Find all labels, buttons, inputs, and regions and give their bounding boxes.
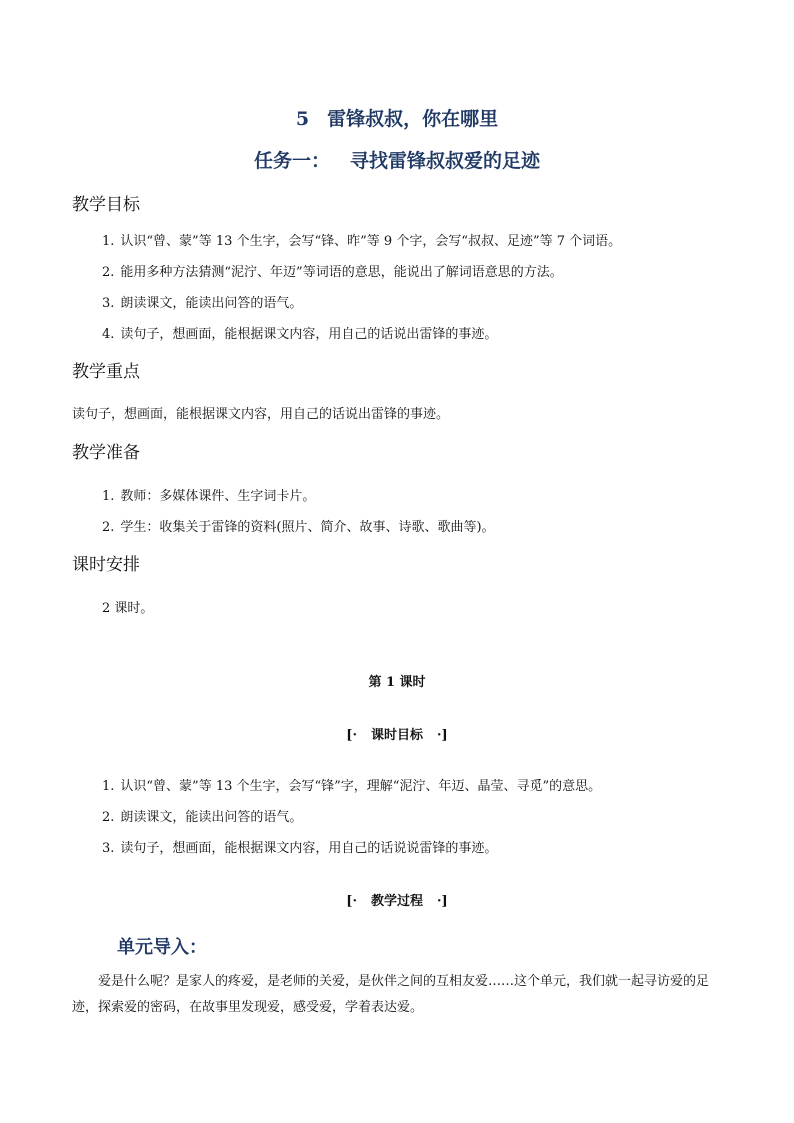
period-goal-text: 朗读课文，能读出问答的语气。	[120, 810, 303, 825]
preparation-number: 1.	[102, 489, 115, 504]
bracket-right: ·]	[437, 728, 448, 743]
teaching-process-heading	[0, 890, 794, 909]
period-goal-item	[102, 775, 601, 794]
period-goal-item	[102, 837, 497, 856]
period-title: 第 1 课时	[368, 675, 426, 690]
bracket-left: [·	[346, 894, 357, 909]
preparation-item	[102, 485, 315, 504]
lesson-title-text: 雷锋叔叔，你在哪里	[327, 108, 499, 130]
objective-number: 4.	[102, 327, 115, 342]
period-goal-text: 认识“曾、蒙”等 13 个生字，会写“锋”字，理解“泥泞、年迈、晶莹、寻觅”的意思。	[120, 779, 602, 794]
period-goals-heading	[0, 724, 794, 743]
objective-item	[102, 292, 302, 311]
task-label: 任务一：	[253, 150, 330, 172]
period-goal-number: 1.	[102, 779, 115, 794]
key-points-heading: 教学重点	[72, 362, 140, 382]
objective-number: 3.	[102, 296, 115, 311]
period-goal-number: 2.	[102, 810, 115, 825]
objective-number: 1.	[102, 234, 115, 249]
objective-item	[102, 323, 497, 342]
preparation-heading: 教学准备	[72, 443, 140, 463]
objective-text: 读句子，想画面，能根据课文内容，用自己的话说出雷锋的事迹。	[120, 327, 498, 342]
period-goals-label: 课时目标	[370, 728, 423, 743]
bracket-left: [·	[346, 728, 357, 743]
lesson-title	[0, 104, 794, 131]
task-title	[0, 146, 794, 173]
task-title-text: 寻找雷锋叔叔爱的足迹	[350, 150, 541, 172]
period-goal-text: 读句子，想画面，能根据课文内容，用自己的话说说雷锋的事迹。	[120, 841, 498, 856]
objective-number: 2.	[102, 265, 115, 280]
unit-intro-paragraph: 爱是什么呢？是家人的疼爱，是老师的关爱，是伙伴之间的互相友爱……这个单元，我们就一起寻访爱的足迹，探索爱的密码，在故事里发现爱，感受爱，学着表达爱。	[72, 974, 710, 1015]
objective-text: 能用多种方法猜测“泥泞、年迈”等词语的意思，能说出了解词语意思的方法。	[120, 265, 563, 280]
objective-item	[102, 261, 563, 280]
objective-text: 朗读课文，能读出问答的语气。	[120, 296, 303, 311]
preparation-text: 教师：多媒体课件、生字词卡片。	[120, 489, 316, 504]
objectives-heading: 教学目标	[72, 195, 140, 215]
lesson-number: 5	[295, 108, 310, 130]
bracket-right: ·]	[437, 894, 448, 909]
objective-text: 认识“曾、蒙”等 13 个生字，会写“锋、昨”等 9 个字，会写“叔叔、足迹”等 7 个词语。	[120, 234, 622, 249]
unit-intro-heading: 单元导入：	[117, 937, 207, 958]
preparation-number: 2.	[102, 520, 115, 535]
schedule-heading: 课时安排	[72, 555, 140, 575]
period-goal-number: 3.	[102, 841, 115, 856]
preparation-item	[102, 516, 495, 535]
preparation-text: 学生：收集关于雷锋的资料(照片、简介、故事、诗歌、歌曲等)。	[120, 520, 495, 535]
objective-item	[102, 230, 621, 249]
schedule-text: 2 课时。	[102, 601, 154, 616]
teaching-process-label: 教学过程	[370, 894, 423, 909]
period-goal-item	[102, 806, 302, 825]
key-points-text: 读句子，想画面，能根据课文内容，用自己的话说出雷锋的事迹。	[72, 407, 450, 422]
